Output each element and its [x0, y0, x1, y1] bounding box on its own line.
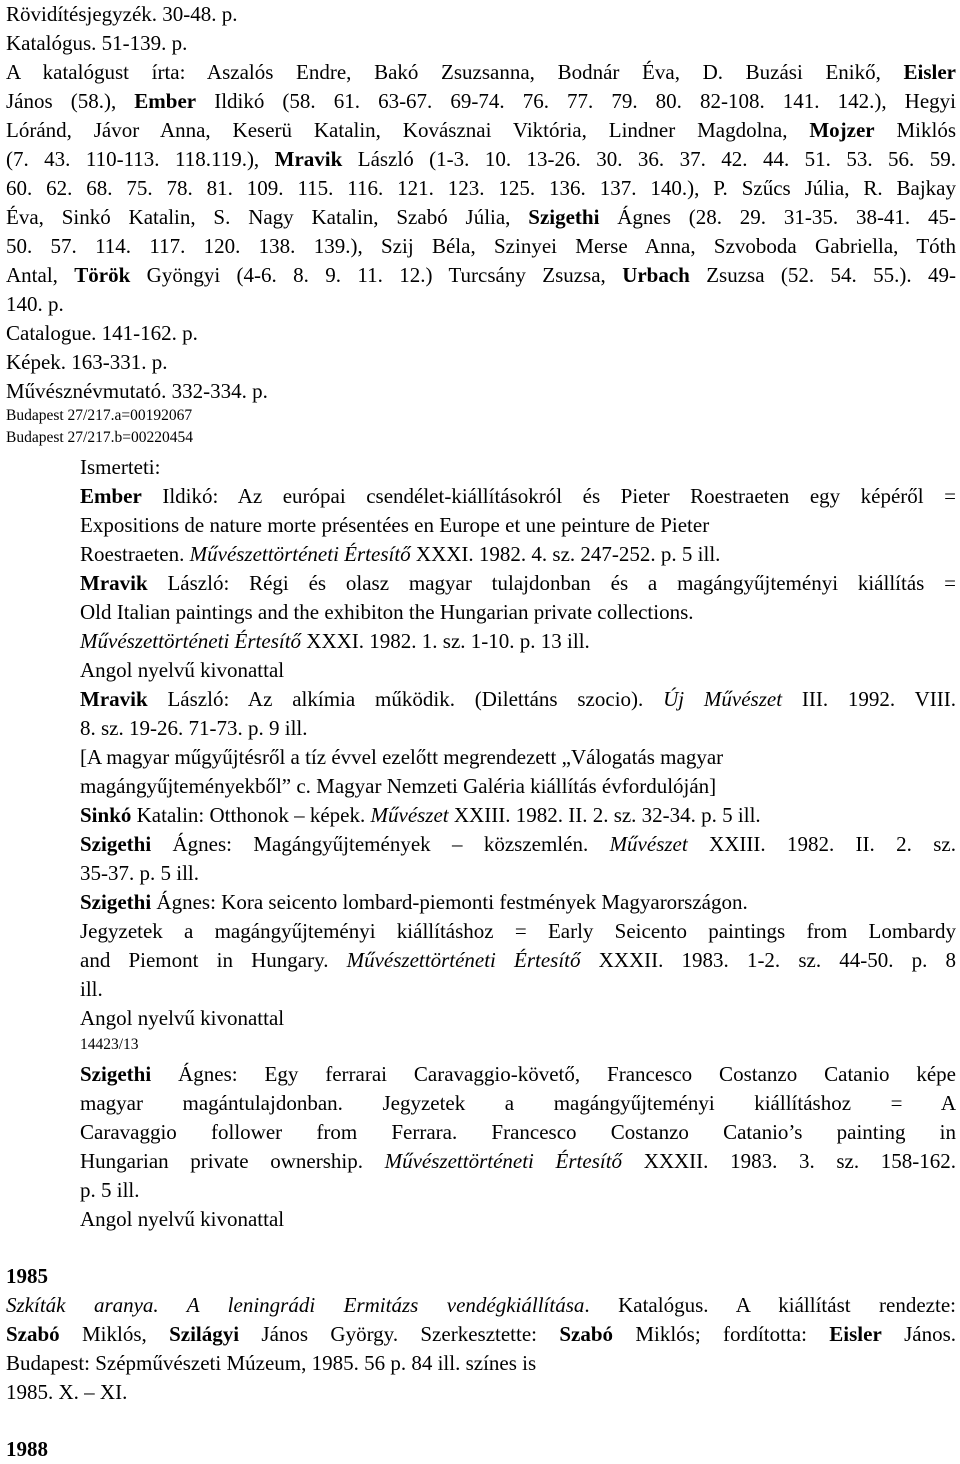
text-segment: Lóránd, Jávor Anna, Keserü Katalin, Kovásznai Viktória, Lindner Magdolna, [6, 118, 810, 142]
bold-name: Ember [80, 484, 142, 508]
text-segment: Miklós; fordította: [613, 1322, 830, 1346]
text-line [80, 656, 284, 685]
text-segment: 14423/13 [80, 1036, 139, 1053]
text-line [80, 482, 956, 511]
text-segment: magángyűjteményekből” c. Magyar Nemzeti Galéria kiállítás évfordulóján] [80, 774, 717, 798]
bold-name: Szigethi [80, 832, 152, 856]
bold-name: Szigethi [528, 205, 600, 229]
text-line [6, 1262, 48, 1291]
text-line [6, 0, 238, 29]
text-segment: Képek. 163-331. p. [6, 350, 168, 374]
text-segment: Hungarian private ownership. [80, 1149, 385, 1173]
text-segment: XXIII. 1982. II. 2. sz. 32-34. p. 5 ill. [448, 803, 761, 827]
bold-name: Urbach [622, 263, 690, 287]
text-segment: Budapest: Szépművészeti Múzeum, 1985. 56 p. 84 ill. színes is [6, 1351, 537, 1375]
text-line [6, 87, 956, 116]
text-segment: Rövidítésjegyzék. 30-48. p. [6, 2, 238, 26]
text-line [80, 1176, 140, 1205]
text-segment: ill. [80, 977, 103, 1001]
text-line [6, 116, 956, 145]
text-line [80, 627, 590, 656]
text-line [80, 772, 716, 801]
text-segment: Katalógus. 51-139. p. [6, 31, 188, 55]
text-segment: Ildikó (58. 61. 63-67. 69-74. 76. 77. 79. 80. 82-108. 141. 142.), Hegyi [196, 89, 956, 113]
text-line [6, 1291, 956, 1320]
text-line [80, 830, 956, 859]
bold-name: Szabó [559, 1322, 613, 1346]
text-segment: Antal, [6, 263, 75, 287]
bold-name: Mravik [274, 147, 343, 171]
text-segment: 50. 57. 114. 117. 120. 138. 139.), Szij Béla, Szinyei Merse Anna, Szvoboda Gabriella, Tóth [6, 234, 956, 258]
bold-name: 1985 [6, 1264, 48, 1288]
text-segment: XXXII. 1983. 1-2. sz. 44-50. p. 8 [580, 948, 956, 972]
bold-name: 1988 [6, 1437, 48, 1461]
text-segment: III. 1992. VIII. [782, 687, 956, 711]
text-line [6, 1435, 48, 1464]
bold-name: Mravik [80, 571, 148, 595]
text-segment: XXXII. 1983. 3. sz. 158-162. [622, 1149, 956, 1173]
text-line [6, 261, 956, 290]
text-segment: Budapest 27/217.b=00220454 [6, 429, 193, 446]
text-line [6, 428, 193, 448]
text-line [80, 975, 103, 1004]
text-line [6, 145, 956, 174]
text-segment: Ágnes (28. 29. 31-35. 38-41. 45- [599, 205, 956, 229]
text-segment: Művésznévmutató. 332-334. p. [6, 379, 268, 403]
text-segment: Jegyzetek a magángyűjteményi kiállításhoz = Early Seicento paintings from Lombardy [80, 919, 956, 943]
bold-name: Török [74, 263, 131, 287]
italic-title: Művészettörténeti Értesítő [80, 629, 302, 653]
text-line [6, 1320, 956, 1349]
text-line [80, 1035, 139, 1055]
text-line [80, 946, 956, 975]
text-segment: Angol nyelvű kivonattal [80, 1006, 285, 1030]
text-segment: Roestraeten. [80, 542, 190, 566]
italic-title: Művészet [370, 803, 449, 827]
text-line [6, 29, 187, 58]
text-segment: 35-37. p. 5 ill. [80, 861, 199, 885]
text-line [80, 888, 748, 917]
text-line [6, 348, 168, 377]
text-line [6, 174, 956, 203]
text-segment: Miklós, [59, 1322, 170, 1346]
text-line [6, 290, 64, 319]
text-segment: Caravaggio follower from Ferrara. Francesco Costanzo Catanio’s painting in [80, 1120, 956, 1144]
text-line [6, 203, 956, 232]
text-segment: János György. Szerkesztette: [239, 1322, 560, 1346]
text-segment: Ágnes: Egy ferrarai Caravaggio-követő, Francesco Costanzo Catanio képe [151, 1062, 956, 1086]
text-segment: XXIII. 1982. II. 2. sz. [687, 832, 956, 856]
text-segment: Ágnes: Magángyűjtemények – közszemlén. [151, 832, 610, 856]
bold-name: Eisler [903, 60, 956, 84]
text-line [80, 1118, 956, 1147]
bold-name: Sinkó [80, 803, 132, 827]
text-segment: Old Italian paintings and the exhibiton the Hungarian private collections. [80, 600, 694, 624]
text-segment: Katalin: Otthonok – képek. [131, 803, 371, 827]
text-line [80, 917, 956, 946]
text-line [6, 1349, 536, 1378]
bold-name: Szilágyi [169, 1322, 240, 1346]
bold-name: Mravik [80, 687, 148, 711]
text-line [80, 569, 956, 598]
text-segment: magyar magántulajdonban. Jegyzetek a magángyűjteményi kiállításhoz = A [80, 1091, 956, 1115]
text-line [80, 1205, 284, 1234]
italic-title: Művészettörténeti Értesítő [189, 542, 411, 566]
text-line [6, 58, 956, 87]
bold-name: Szigethi [80, 1062, 152, 1086]
text-segment: Angol nyelvű kivonattal [80, 1207, 285, 1231]
text-line [80, 714, 307, 743]
text-segment: László: Az alkímia működik. (Dilettáns szocio). [147, 687, 664, 711]
text-segment: A katalógust írta: Aszalós Endre, Bakó Zsuzsanna, Bodnár Éva, D. Buzási Enikő, [6, 60, 904, 84]
italic-title: Művészettörténeti Értesítő [384, 1149, 623, 1173]
text-segment: . Katalógus. A kiállítást rendezte: [584, 1293, 956, 1317]
text-line [80, 1060, 956, 1089]
text-line [80, 511, 709, 540]
text-segment: Ildikó: Az európai csendélet-kiállításokról és Pieter Roestraeten egy képéről = [141, 484, 956, 508]
text-line [80, 1004, 284, 1033]
text-segment: Catalogue. 141-162. p. [6, 321, 198, 345]
text-segment: Miklós [874, 118, 956, 142]
text-segment: 140. p. [6, 292, 64, 316]
text-segment: [A magyar műgyűjtésről a tíz évvel ezelőtt megrendezett „Válogatás magyar [80, 745, 724, 769]
text-segment: Gyöngyi (4-6. 8. 9. 11. 12.) Turcsány Zsuzsa, [130, 263, 623, 287]
text-line [6, 377, 268, 406]
bold-name: Mojzer [809, 118, 875, 142]
text-line [80, 685, 956, 714]
italic-title: Művészet [609, 832, 688, 856]
text-segment: Ágnes: Kora seicento lombard-piemonti festmények Magyarországon. [151, 890, 748, 914]
bold-name: Ember [134, 89, 197, 113]
text-segment: 8. sz. 19-26. 71-73. p. 9 ill. [80, 716, 308, 740]
text-line [80, 859, 199, 888]
text-segment: XXXI. 1982. 4. sz. 247-252. p. 5 ill. [410, 542, 721, 566]
bold-name: Eisler [829, 1322, 882, 1346]
text-segment: Expositions de nature morte présentées en Europe et une peinture de Pieter [80, 513, 710, 537]
text-segment: Budapest 27/217.a=00192067 [6, 407, 193, 424]
italic-title: Művészettörténeti Értesítő [346, 948, 581, 972]
text-line [80, 1089, 956, 1118]
text-segment: (7. 43. 110-113. 118.119.), [6, 147, 275, 171]
italic-title: Szkíták aranya. A leningrádi Ermitázs vendégkiállítása [6, 1293, 585, 1317]
text-line [6, 232, 956, 261]
text-segment: 60. 62. 68. 75. 78. 81. 109. 115. 116. 121. 123. 125. 136. 137. 140.), P. Szűcs Júlia, R. Bajkay [6, 176, 956, 200]
text-segment: János. [881, 1322, 957, 1346]
text-segment: and Piemont in Hungary. [80, 948, 347, 972]
text-line [6, 319, 198, 348]
text-line [6, 406, 192, 426]
bold-name: Szigethi [80, 890, 152, 914]
italic-title: Új Művészet [663, 687, 783, 711]
text-segment: János (58.), [6, 89, 135, 113]
text-segment: XXXI. 1982. 1. sz. 1-10. p. 13 ill. [301, 629, 590, 653]
text-segment: Zsuzsa (52. 54. 55.). 49- [689, 263, 957, 287]
text-line [80, 801, 761, 830]
text-segment: Angol nyelvű kivonattal [80, 658, 285, 682]
text-line [6, 1378, 127, 1407]
text-line [80, 540, 720, 569]
text-line [80, 1147, 956, 1176]
text-segment: 1985. X. – XI. [6, 1380, 128, 1404]
text-line [80, 453, 160, 482]
text-segment: Ismerteti: [80, 455, 161, 479]
text-line [80, 598, 694, 627]
text-segment: p. 5 ill. [80, 1178, 140, 1202]
text-segment: László: Régi és olasz magyar tulajdonban és a magángyűjteményi kiállítás = [147, 571, 956, 595]
text-segment: László (1-3. 10. 13-26. 30. 36. 37. 42. 44. 51. 53. 56. 59. [342, 147, 956, 171]
text-line [80, 743, 723, 772]
bold-name: Szabó [6, 1322, 60, 1346]
text-segment: Éva, Sinkó Katalin, S. Nagy Katalin, Szabó Júlia, [6, 205, 529, 229]
